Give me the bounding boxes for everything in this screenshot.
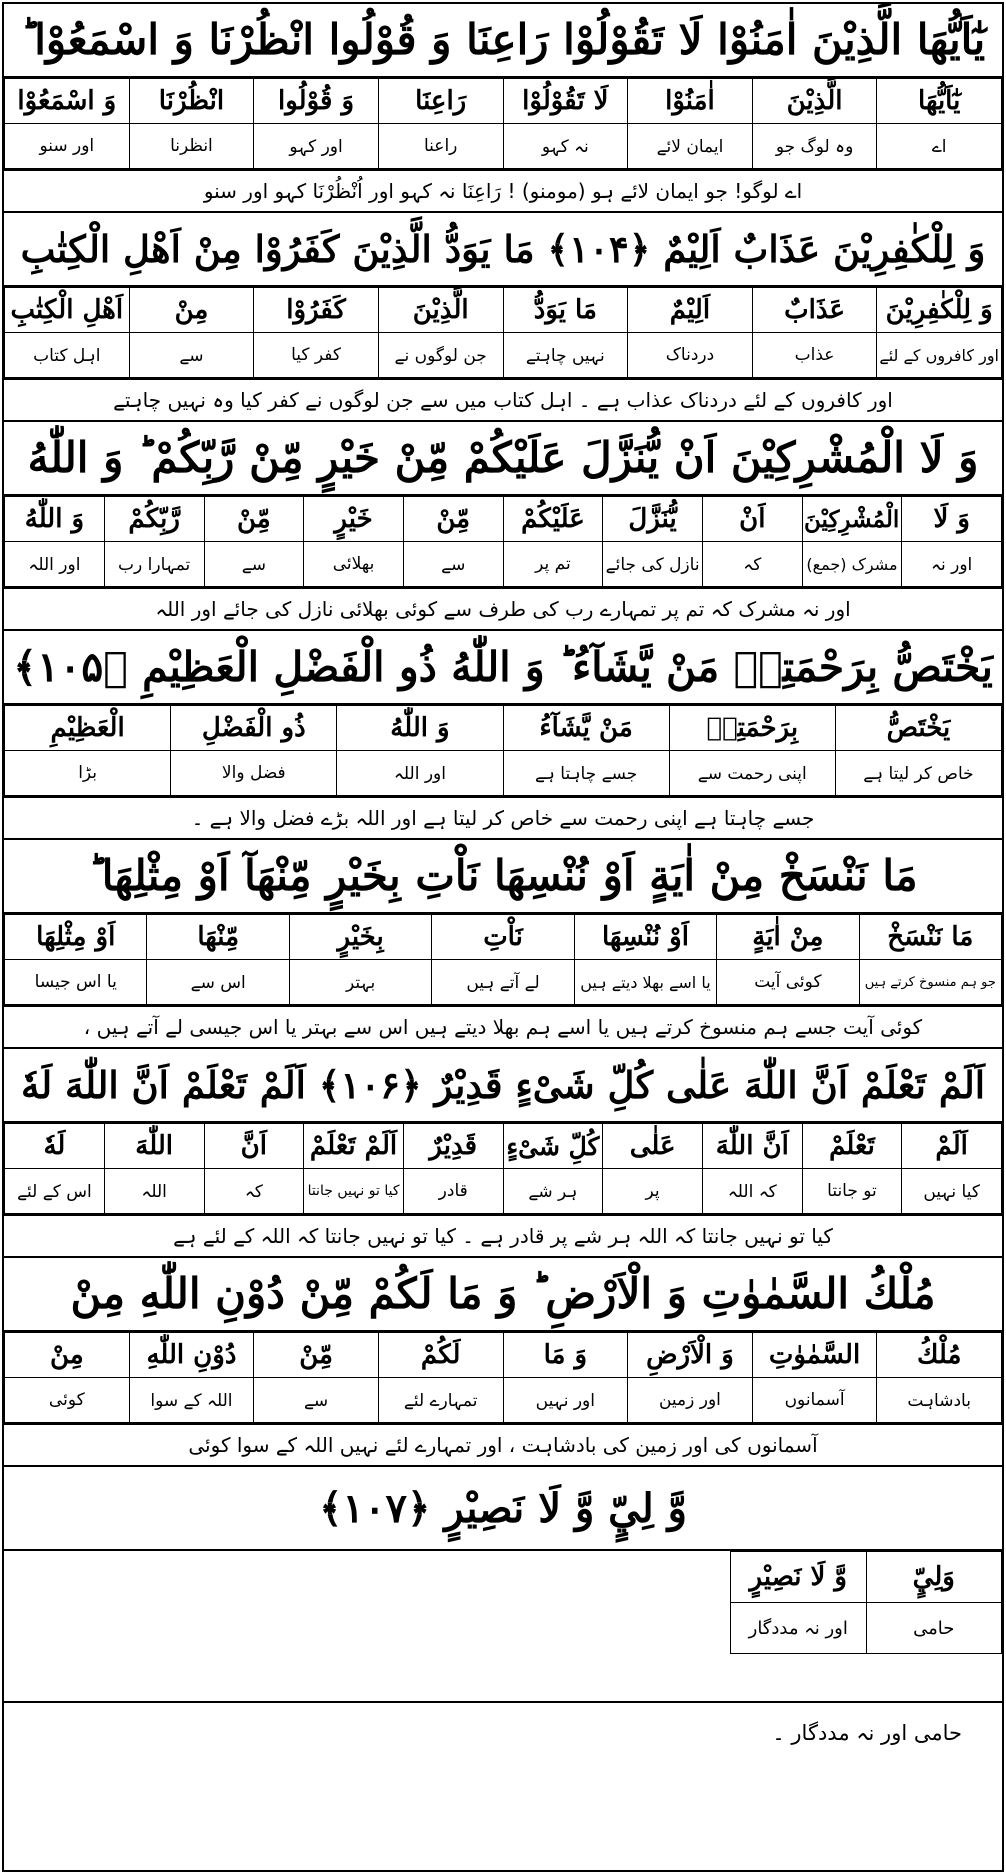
final-word-table [730, 1551, 1002, 1654]
urdu-word-row [5, 542, 1002, 587]
urdu-word-row [5, 960, 1002, 1005]
word-by-word-table [4, 287, 1002, 378]
word-urdu: اور نہ [902, 542, 1002, 587]
arabic-word-row [5, 1124, 1002, 1169]
verse-arabic-line: وَ لِلْكٰفِرِيْنَ عَذَابٌ اَلِيْمٌ ﴿۱۰۴﴾ مَا يَوَدُّ الَّذِيْنَ كَفَرُوْا مِنْ اَهْلِ الْكِتٰبِ [4, 213, 1002, 287]
verse-arabic-line: مَا نَنْسَخْ مِنْ اٰيَةٍ اَوْ نُنْسِهَا نَاْتِ بِخَيْرٍ مِّنْهَآ اَوْ مِثْلِهَا ؕ [4, 840, 1002, 914]
word-arabic: بِخَيْرٍ [289, 915, 431, 960]
word-urdu: اے [877, 124, 1002, 169]
word-arabic: نَاْتِ [432, 915, 574, 960]
word-urdu: کوئی آیت [717, 960, 859, 1005]
verse-translation: کوئی آیت جسے ہم منسوخ کرتے ہیں یا اسے ہم بھلا دیتے ہیں اس سے بہتر یا اس جیسی لے آتے ہیں ، [4, 1005, 1002, 1047]
word-arabic: يُّنَزَّلَ [603, 497, 703, 542]
word-urdu: اللہ کے سوا [129, 1378, 254, 1423]
word-arabic: اَنَّ [204, 1124, 304, 1169]
word-arabic: السَّمٰوٰتِ [752, 1333, 877, 1378]
word-arabic: مَنْ يَّشَآءُ [503, 706, 669, 751]
word-arabic: وَ قُوْلُوا [254, 79, 379, 124]
word-urdu: خاص کر لیتا ہے [835, 751, 1001, 796]
word-arabic: اٰمَنُوْا [628, 79, 753, 124]
word-arabic: دُوْنِ اللّٰهِ [129, 1333, 254, 1378]
word-arabic: مِّنْ [254, 1333, 379, 1378]
word-urdu: اور کافروں کے لئے [877, 333, 1002, 378]
word-urdu: پر [603, 1169, 703, 1214]
word-by-word-table [4, 1123, 1002, 1214]
word-urdu: کیا نہیں [902, 1169, 1002, 1214]
verse-arabic-line: مُلْكُ السَّمٰوٰتِ وَ الْاَرْضِ ؕ وَ مَا لَكُمْ مِّنْ دُوْنِ اللّٰهِ مِنْ [4, 1258, 1002, 1332]
word-urdu: یا اسے بھلا دیتے ہیں [574, 960, 716, 1005]
verse-translation: آسمانوں کی اور زمین کی بادشاہت ، اور تمہارے لئے نہیں اللہ کے سوا کوئی [4, 1423, 1002, 1465]
word-urdu: بادشاہت [877, 1378, 1002, 1423]
word-arabic: وَ اللّٰهُ [5, 497, 105, 542]
word-arabic: قَدِيْرٌ [403, 1124, 503, 1169]
word-by-word-table [4, 1332, 1002, 1423]
final-urdu-word-row [731, 1603, 1002, 1654]
verse-block [4, 422, 1002, 631]
word-urdu: کہ [204, 1169, 304, 1214]
verse-block [4, 631, 1002, 840]
word-urdu: سے [403, 542, 503, 587]
verse-translation: جسے چاہتا ہے اپنی رحمت سے خاص کر لیتا ہے اور اللہ بڑے فضل والا ہے ۔ [4, 796, 1002, 838]
word-arabic: اَنَّ اللّٰهَ [702, 1124, 802, 1169]
word-arabic: انْظُرْنَا [129, 79, 254, 124]
urdu-word-row [5, 1169, 1002, 1214]
word-urdu: اور کہو [254, 124, 379, 169]
word-urdu: تم پر [503, 542, 603, 587]
word-urdu: اور زمین [628, 1378, 753, 1423]
verse-list [4, 4, 1002, 1467]
word-arabic: مَا يَوَدُّ [503, 288, 628, 333]
word-arabic: مُلْكُ [877, 1333, 1002, 1378]
urdu-word-row [5, 1378, 1002, 1423]
word-urdu: آسمانوں [752, 1378, 877, 1423]
word-arabic: عَذَابٌ [752, 288, 877, 333]
word-urdu: سے [204, 542, 304, 587]
urdu-word-row [5, 751, 1002, 796]
word-arabic: وَ الْاَرْضِ [628, 1333, 753, 1378]
word-arabic: اَوْ مِثْلِهَا [5, 915, 147, 960]
verse-arabic-line: يٰٓاَيُّهَا الَّذِيْنَ اٰمَنُوْا لَا تَقُوْلُوْا رَاعِنَا وَ قُوْلُوا انْظُرْنَا وَ اسْمَعُوْا ؕ [4, 4, 1002, 78]
word-by-word-table [4, 914, 1002, 1005]
word-arabic: اَهْلِ الْكِتٰبِ [5, 288, 130, 333]
word-arabic: اَوْ نُنْسِهَا [574, 915, 716, 960]
word-urdu: کیا تو نہیں جانتا [304, 1169, 404, 1214]
word-urdu: جسے چاہتا ہے [503, 751, 669, 796]
word-arabic: مِّنْ [204, 497, 304, 542]
word-arabic: مِنْ [129, 288, 254, 333]
verse-translation: اور نہ مشرک کہ تم پر تمہارے رب کی طرف سے کوئی بھلائی نازل کی جائے اور اللہ [4, 587, 1002, 629]
word-arabic: اللّٰهَ [104, 1124, 204, 1169]
word-arabic: رَّبِّكُمْ [104, 497, 204, 542]
word-urdu: کفر کیا [254, 333, 379, 378]
word-arabic: كَفَرُوْا [254, 288, 379, 333]
word-urdu: نہیں چاہتے [503, 333, 628, 378]
word-arabic: اَلِيْمٌ [628, 288, 753, 333]
word-arabic: لَهٗ [5, 1124, 105, 1169]
verse-block [4, 4, 1002, 213]
word-urdu: نہ کہو [503, 124, 628, 169]
word-urdu: نازل کی جائے [603, 542, 703, 587]
word-urdu: تمہارا رب [104, 542, 204, 587]
word-arabic: يٰٓاَيُّهَا [877, 79, 1002, 124]
word-arabic: وَ اللّٰهُ [337, 706, 503, 751]
word-arabic: اَلَمْ تَعْلَمْ [304, 1124, 404, 1169]
word-urdu: تو جانتا [802, 1169, 902, 1214]
word-urdu: وہ لوگ جو [752, 124, 877, 169]
word-arabic: كُلِّ شَىْءٍ [503, 1124, 603, 1169]
verse-block [4, 213, 1002, 422]
arabic-word-row [5, 288, 1002, 333]
word-arabic: الْعَظِيْمِ [5, 706, 171, 751]
word-urdu: بڑا [5, 751, 171, 796]
word-arabic: الْمُشْرِكِيْنَ [802, 497, 902, 542]
arabic-word-row [5, 706, 1002, 751]
arabic-word-row [5, 79, 1002, 124]
arabic-word-row [5, 1333, 1002, 1378]
word-urdu: اور نہ مددگار [731, 1603, 867, 1654]
word-arabic: لَكُمْ [378, 1333, 503, 1378]
word-urdu: کوئی [5, 1378, 130, 1423]
word-arabic: اَلَمْ [902, 1124, 1002, 1169]
word-arabic: عَلٰى [603, 1124, 703, 1169]
arabic-word-row [5, 497, 1002, 542]
word-urdu: اس کے لئے [5, 1169, 105, 1214]
final-word-area [4, 1551, 1002, 1703]
word-urdu: اور اللہ [5, 542, 105, 587]
urdu-word-row [5, 124, 1002, 169]
word-arabic: تَعْلَمْ [802, 1124, 902, 1169]
word-urdu: دردناک [628, 333, 753, 378]
word-urdu: اہل کتاب [5, 333, 130, 378]
word-arabic: وَ اسْمَعُوْا [5, 79, 130, 124]
word-by-word-table [4, 496, 1002, 587]
word-arabic: وَّ لَا نَصِيْرٍ [731, 1552, 867, 1603]
quran-word-translation-page [2, 2, 1004, 1872]
final-verse-arabic: وَّ لِيٍّ وَّ لَا نَصِيْرٍ ﴿۱۰۷﴾ [4, 1467, 1002, 1551]
word-arabic: خَيْرٍ [304, 497, 404, 542]
verse-block [4, 1258, 1002, 1467]
word-arabic: الَّذِيْنَ [378, 288, 503, 333]
word-arabic: ذُو الْفَضْلِ [171, 706, 337, 751]
word-urdu: مشرک (جمع) [802, 542, 902, 587]
verse-translation: اے لوگو! جو ایمان لائے ہو (مومنو) ! رَاعِنَا نہ کہو اور اُنْظُرْنَا کہو اور سنو [4, 169, 1002, 211]
word-arabic: بِرَحْمَتِهٖ [669, 706, 835, 751]
word-urdu: کہ [702, 542, 802, 587]
word-urdu: سے [129, 333, 254, 378]
word-urdu: بہتر [289, 960, 431, 1005]
word-arabic: رَاعِنَا [378, 79, 503, 124]
final-arabic-word-row [731, 1552, 1002, 1603]
verse-arabic-line: وَ لَا الْمُشْرِكِيْنَ اَنْ يُّنَزَّلَ عَلَيْكُمْ مِّنْ خَيْرٍ مِّنْ رَّبِّكُمْ ؕ وَ اللّٰهُ [4, 422, 1002, 496]
word-urdu: اس سے [147, 960, 289, 1005]
word-by-word-table [4, 705, 1002, 796]
word-urdu: یا اس جیسا [5, 960, 147, 1005]
word-arabic: الَّذِيْنَ [752, 79, 877, 124]
verse-translation: کیا تو نہیں جانتا کہ اللہ ہر شے پر قادر ہے ۔ کیا تو نہیں جانتا کہ اللہ کے لئے ہے [4, 1214, 1002, 1256]
word-urdu: جو ہم منسوخ کرتے ہیں [859, 960, 1001, 1005]
verse-block [4, 840, 1002, 1049]
word-by-word-table [4, 78, 1002, 169]
word-arabic: مِّنْ [403, 497, 503, 542]
final-translation: حامی اور نہ مددگار ۔ [772, 1721, 962, 1745]
word-urdu: عذاب [752, 333, 877, 378]
verse-arabic-line: يَخْتَصُّ بِرَحْمَتِهٖ مَنْ يَّشَآءُ ؕ وَ اللّٰهُ ذُو الْفَضْلِ الْعَظِيْمِ ﴿۱۰۵﴾ [4, 631, 1002, 705]
word-urdu: اپنی رحمت سے [669, 751, 835, 796]
verse-arabic-line: اَلَمْ تَعْلَمْ اَنَّ اللّٰهَ عَلٰى كُلِّ شَىْءٍ قَدِيْرٌ ﴿۱۰۶﴾ اَلَمْ تَعْلَمْ اَنَّ اللّٰهَ لَهٗ [4, 1049, 1002, 1123]
word-urdu: اور سنو [5, 124, 130, 169]
word-arabic: وَلِيٍّ [866, 1552, 1002, 1603]
word-urdu: لے آتے ہیں [432, 960, 574, 1005]
word-urdu: تمہارے لئے [378, 1378, 503, 1423]
word-urdu: ایمان لائے [628, 124, 753, 169]
word-urdu: قادر [403, 1169, 503, 1214]
word-arabic: لَا تَقُوْلُوْا [503, 79, 628, 124]
word-arabic: مَا نَنْسَخْ [859, 915, 1001, 960]
word-urdu: کہ اللہ [702, 1169, 802, 1214]
word-arabic: مِّنْهَا [147, 915, 289, 960]
word-urdu: انظرنا [129, 124, 254, 169]
word-arabic: مِنْ اٰيَةٍ [717, 915, 859, 960]
word-urdu: اور نہیں [503, 1378, 628, 1423]
urdu-word-row [5, 333, 1002, 378]
arabic-word-row [5, 915, 1002, 960]
word-urdu: اور اللہ [337, 751, 503, 796]
word-arabic: وَ لَا [902, 497, 1002, 542]
word-arabic: عَلَيْكُمْ [503, 497, 603, 542]
verse-block [4, 1049, 1002, 1258]
word-urdu: حامی [866, 1603, 1002, 1654]
word-urdu: سے [254, 1378, 379, 1423]
word-urdu: ہر شے [503, 1169, 603, 1214]
word-arabic: وَ مَا [503, 1333, 628, 1378]
word-urdu: جن لوگوں نے [378, 333, 503, 378]
word-urdu: فضل والا [171, 751, 337, 796]
word-urdu: بھلائی [304, 542, 404, 587]
word-arabic: اَنْ [702, 497, 802, 542]
word-urdu: راعنا [378, 124, 503, 169]
word-urdu: اللہ [104, 1169, 204, 1214]
word-arabic: وَ لِلْكٰفِرِيْنَ [877, 288, 1002, 333]
word-arabic: مِنْ [5, 1333, 130, 1378]
verse-translation: اور کافروں کے لئے دردناک عذاب ہے ۔ اہل کتاب میں سے جن لوگوں نے کفر کیا وہ نہیں چاہتے [4, 378, 1002, 420]
word-arabic: يَخْتَصُّ [835, 706, 1001, 751]
